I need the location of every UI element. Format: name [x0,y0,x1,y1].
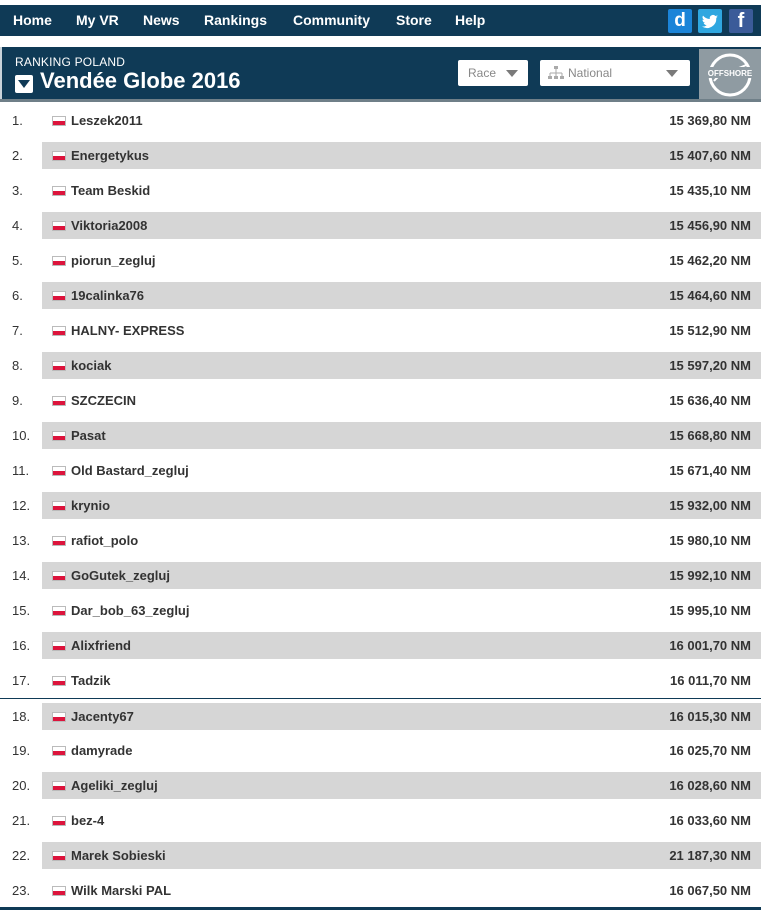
table-row[interactable] [0,733,761,768]
row-background [42,807,761,834]
poland-flag-icon [52,676,66,686]
rank-number: 20. [12,778,31,793]
table-row[interactable] [0,173,761,208]
caret-down-icon [666,70,678,77]
table-row[interactable] [0,698,761,733]
poland-flag-icon [52,116,66,126]
nav-my-vr[interactable]: My VR [76,12,119,28]
player-name[interactable]: Ageliki_zegluj [71,778,158,793]
nav-home[interactable]: Home [13,12,52,28]
distance-value: 15 462,20 NM [669,253,751,268]
ranking-subtitle: RANKING POLAND [15,55,126,69]
nav-store[interactable]: Store [396,12,432,28]
distance-value: 15 668,80 NM [669,428,751,443]
rank-number: 23. [12,883,31,898]
distance-value: 15 456,90 NM [669,218,751,233]
top-nav-bar [0,5,761,36]
ranking-header [0,47,761,102]
player-name[interactable]: Dar_bob_63_zegluj [71,603,190,618]
poland-flag-icon [52,466,66,476]
player-name[interactable]: bez-4 [71,813,105,828]
top-navigation [0,0,761,40]
player-name[interactable]: Tadzik [71,673,111,688]
player-name[interactable]: HALNY- EXPRESS [71,323,185,338]
title-dropdown-toggle[interactable] [15,75,33,93]
row-background [42,212,761,239]
table-row[interactable] [0,243,761,278]
poland-flag-icon [52,291,66,301]
player-name[interactable]: Old Bastard_zegluj [71,463,189,478]
twitter-icon[interactable] [698,9,722,33]
table-row[interactable] [0,628,761,663]
player-name[interactable]: Team Beskid [71,183,151,198]
distance-value: 15 992,10 NM [669,568,751,583]
row-background [42,107,761,134]
scope-select[interactable] [540,60,690,86]
distance-value: 16 001,70 NM [669,638,751,653]
row-background [42,632,761,659]
rank-number: 13. [12,533,31,548]
table-row[interactable] [0,313,761,348]
distance-value: 15 995,10 NM [669,603,751,618]
distance-value: 15 369,80 NM [669,113,751,128]
rank-number: 7. [12,323,23,338]
distance-value: 15 512,90 NM [669,323,751,338]
poland-flag-icon [52,396,66,406]
distance-value: 16 067,50 NM [669,883,751,898]
rank-number: 22. [12,848,31,863]
rank-number: 8. [12,358,23,373]
rank-number: 6. [12,288,23,303]
row-background [42,422,761,449]
player-name[interactable]: Jacenty67 [71,709,134,724]
distance-value: 16 028,60 NM [669,778,751,793]
distance-value: 16 015,30 NM [669,709,751,724]
poland-flag-icon [52,361,66,371]
rank-number: 5. [12,253,23,268]
poland-flag-icon [52,641,66,651]
player-name[interactable]: krynio [71,498,111,513]
table-row[interactable] [0,208,761,243]
table-row[interactable] [0,418,761,453]
player-name[interactable]: damyrade [71,743,133,758]
nav-help[interactable]: Help [455,12,486,28]
player-name[interactable]: Leszek2011 [71,113,143,128]
chevron-down-icon [18,80,30,88]
rank-number: 19. [12,743,31,758]
table-row[interactable] [0,523,761,558]
ranking-list [0,103,761,908]
distance-value: 16 025,70 NM [669,743,751,758]
poland-flag-icon [52,326,66,336]
network-icon [548,66,564,80]
poland-flag-icon [52,851,66,861]
row-background [42,352,761,379]
row-background [42,282,761,309]
rank-number: 12. [12,498,31,513]
distance-value: 21 187,30 NM [669,848,751,863]
poland-flag-icon [52,431,66,441]
rank-number: 2. [12,148,23,163]
poland-flag-icon [52,571,66,581]
scope-select-value: National [568,66,613,80]
row-background [42,737,761,764]
rank-number: 14. [12,568,31,583]
poland-flag-icon [52,151,66,161]
table-row[interactable] [0,103,761,138]
row-background [42,527,761,554]
poland-flag-icon [52,606,66,616]
dailymotion-icon[interactable]: d [668,9,692,33]
poland-flag-icon [52,186,66,196]
table-row[interactable] [0,838,761,873]
player-name[interactable]: SZCZECIN [71,393,136,408]
distance-value: 15 407,60 NM [669,148,751,163]
table-row[interactable] [0,488,761,523]
header-divider [0,99,761,102]
offshore-logo-icon [704,51,756,99]
table-row[interactable] [0,558,761,593]
table-row[interactable] [0,873,761,908]
svg-text:OFFSHORE: OFFSHORE [707,69,753,78]
nav-rankings[interactable]: Rankings [204,12,268,28]
race-select[interactable] [458,60,528,86]
offshore-logo [699,49,761,101]
rank-number: 9. [12,393,23,408]
distance-value: 15 980,10 NM [669,533,751,548]
table-row[interactable] [0,278,761,313]
row-background [42,387,761,414]
rank-number: 16. [12,638,31,653]
player-name[interactable]: kociak [71,358,112,373]
poland-flag-icon [52,221,66,231]
facebook-icon[interactable]: f [729,9,753,33]
race-title: Vendée Globe 2016 [40,68,241,93]
row-background [42,142,761,169]
footer-divider [0,907,761,910]
player-name[interactable]: Alixfriend [71,638,131,653]
player-name[interactable]: GoGutek_zegluj [71,568,170,583]
distance-value: 15 636,40 NM [669,393,751,408]
rank-number: 15. [12,603,31,618]
distance-value: 15 932,00 NM [669,498,751,513]
row-background [42,667,761,694]
player-name[interactable]: rafiot_polo [71,533,139,548]
poland-flag-icon [52,886,66,896]
table-row[interactable] [0,348,761,383]
distance-value: 16 011,70 NM [670,673,751,688]
row-background [42,703,761,730]
table-row[interactable] [0,803,761,838]
race-select-value: Race [468,66,497,80]
table-row[interactable] [0,138,761,173]
player-name[interactable]: Viktoria2008 [71,218,148,233]
table-row[interactable] [0,768,761,803]
nav-community[interactable]: Community [293,12,370,28]
rank-number: 1. [12,113,23,128]
poland-flag-icon [52,816,66,826]
poland-flag-icon [52,536,66,546]
distance-value: 15 435,10 NM [669,183,751,198]
table-row[interactable] [0,593,761,628]
rank-number: 4. [12,218,23,233]
distance-value: 16 033,60 NM [669,813,751,828]
player-name[interactable]: piorun_zegluj [71,253,156,268]
rank-number: 21. [12,813,31,828]
table-row[interactable] [0,453,761,488]
poland-flag-icon [52,256,66,266]
distance-value: 15 671,40 NM [669,463,751,478]
player-name[interactable]: Pasat [71,428,106,443]
table-row[interactable] [0,383,761,418]
rank-number: 18. [12,709,31,724]
player-name[interactable]: Energetykus [71,148,150,163]
rank-number: 3. [12,183,23,198]
player-name[interactable]: 19calinka76 [71,288,145,303]
rank-number: 10. [12,428,31,443]
distance-value: 15 597,20 NM [669,358,751,373]
rank-number: 17. [12,673,31,688]
rank-number: 11. [12,463,30,478]
caret-down-icon [506,70,518,77]
table-row[interactable] [0,663,761,698]
row-background [42,492,761,519]
poland-flag-icon [52,501,66,511]
nav-news[interactable]: News [143,12,180,28]
poland-flag-icon [52,712,66,722]
poland-flag-icon [52,781,66,791]
poland-flag-icon [52,746,66,756]
player-name[interactable]: Marek Sobieski [71,848,166,863]
distance-value: 15 464,60 NM [669,288,751,303]
player-name[interactable]: Wilk Marski PAL [71,883,172,898]
